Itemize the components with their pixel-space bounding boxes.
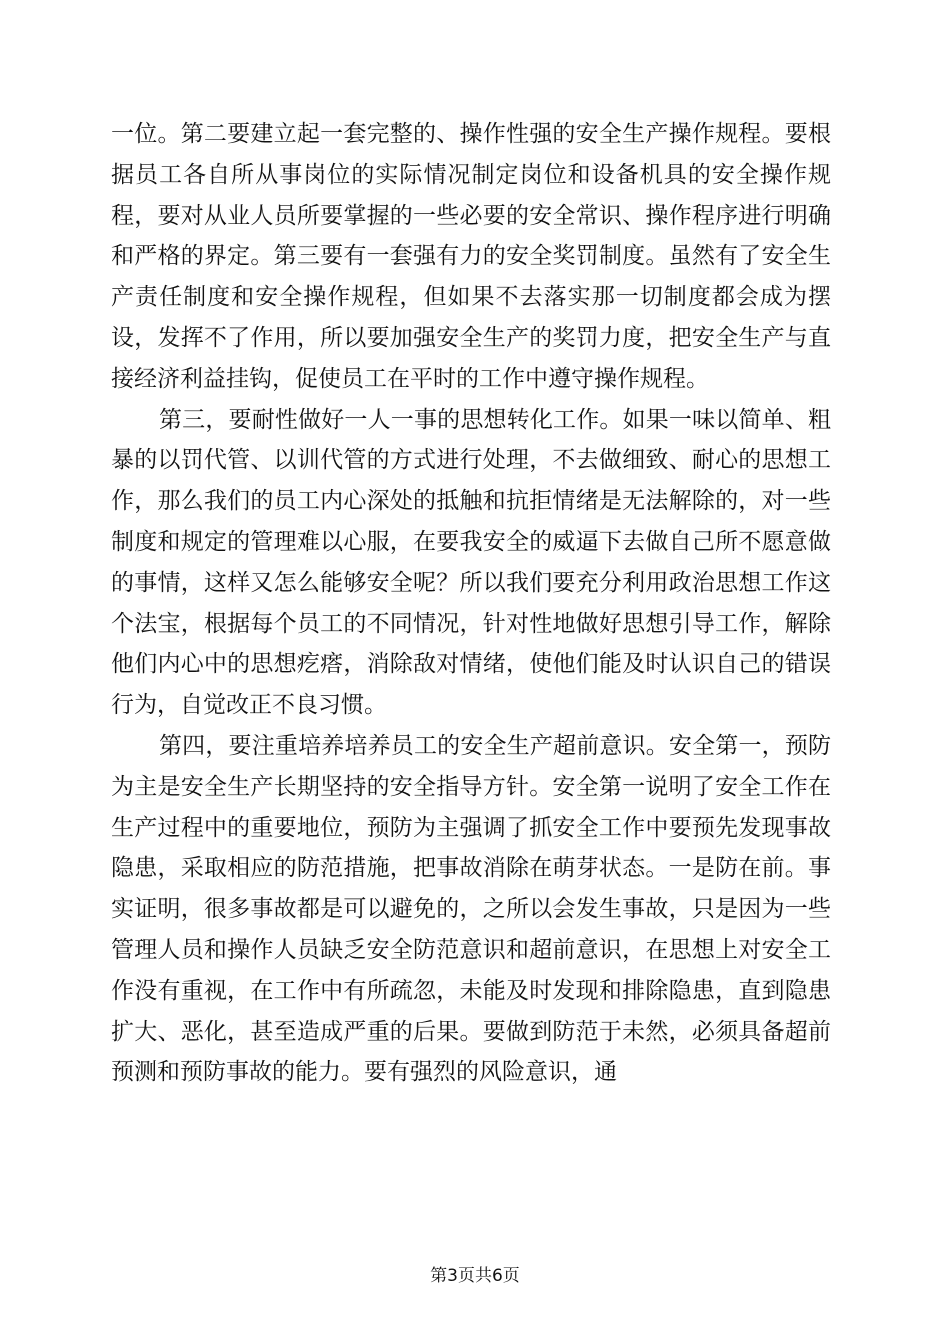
- paragraph-1: 一位。第二要建立起一套完整的、操作性强的安全生产操作规程。要根据员工各自所从事岗位的实际情况制定岗位和设备机具的安全操作规程，要对从业人员所要掌握的一些必要的安全常识、操作程序进行明确和严格的界定。第三要有一套强有力的安全奖罚制度。虽然有了安全生产责任制度和安全操作规程，但如果不去落实那一切制度都会成为摆设，发挥不了作用，所以要加强安全生产的奖罚力度，把安全生产与直接经济利益挂钩，促使员工在平时的工作中遵守操作规程。: [111, 121, 831, 392]
- paragraph-2: 第三，要耐性做好一人一事的思想转化工作。如果一味以简单、粗暴的以罚代管、以训代管的方式进行处理，不去做细致、耐心的思想工作，那么我们的员工内心深处的抵触和抗拒情绪是无法解除的，对一些制度和规定的管理难以心服，在要我安全的威逼下去做自己所不愿意做的事情，这样又怎么能够安全呢？所以我们要充分利用政治思想工作这个法宝，根据每个员工的不同情况，针对性地做好思想引导工作，解除他们内心中的思想疙瘩，消除敌对情绪，使他们能及时认识自己的错误行为，自觉改正不良习惯。: [111, 406, 831, 719]
- body-text: [111, 114, 831, 1093]
- page-number-footer: 第3页共6页: [430, 1266, 520, 1286]
- paragraph-3: 第四，要注重培养培养员工的安全生产超前意识。安全第一，预防为主是安全生产长期坚持的安全指导方针。安全第一说明了安全工作在生产过程中的重要地位，预防为主强调了抓安全工作中要预先发现事故隐患，采取相应的防范措施，把事故消除在萌芽状态。一是防在前。事实证明，很多事故都是可以避免的，之所以会发生事故，只是因为一些管理人员和操作人员缺乏安全防范意识和超前意识，在思想上对安全工作没有重视，在工作中有所疏忽，未能及时发现和排除隐患，直到隐患扩大、恶化，甚至造成严重的后果。要做到防范于未然，必须具备超前预测和预防事故的能力。要有强烈的风险意识，通: [111, 732, 831, 1086]
